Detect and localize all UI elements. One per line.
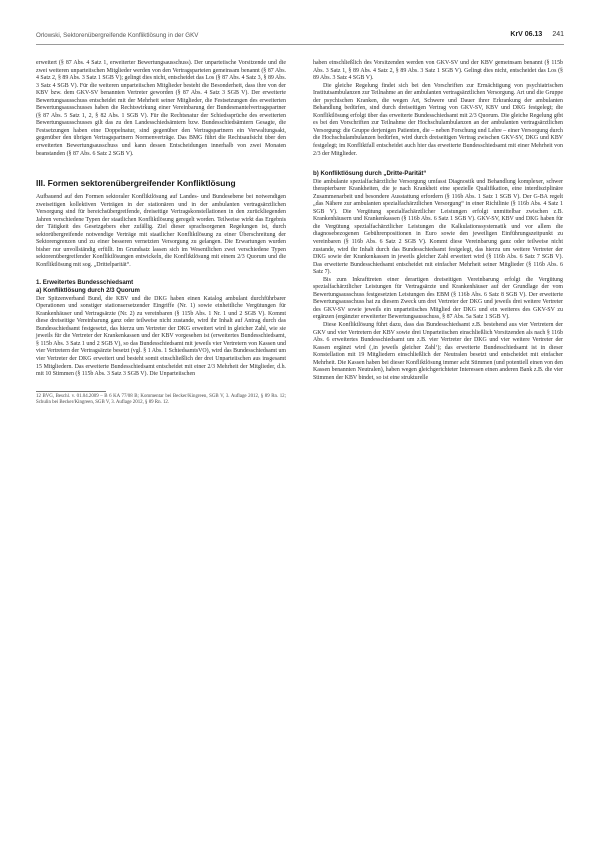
right-column xyxy=(313,60,563,382)
running-header-meta xyxy=(510,31,564,38)
right-paragraph-2: Die gleiche Regelung findet sich bei den Vorschriften zur Ermächtigung von psychiatrischen Institutsambulanzen zur Teilnahme an der ambulanten vertragsärztlichen Versorgung. Art und die Gruppe der psychischen Kranken, die wegen Art, Schwere und Dauer ihrer Erkrankung der ambulanten Behandlung bedürfen, sind durch dreiseitigen Vertrag von GKV-SV, KBV und DKG festgelegt; die Konfliktlösung erfolgt über das erweiterte Bundesschiedsamt mit 2/3 Quorum. Die gleiche Regelung gibt es bei den Vorschriften zur Teilnahme der Hochschulambulanzen an der ambulanten vertragsärztlichen Versorgung: die Gruppe derjenigen Patienten, die – neben Forschung und Lehre – einer Versorgung durch die Hochschulambulanzen bedürfen, wird durch dreiseitigen Vertrag zwischen GKV-SV, DKG und KBV festgelegt; im Konfliktfall entscheidet auch hier das erweiterte Bundesschiedsamt mit einer Mehrheit von 2/3 der Mitglieder. xyxy=(313,82,563,157)
right-paragraph-3: Die ambulante spezialfachärztliche Versorgung umfasst Diagnostik und Behandlung komplexer, schwer therapierbarer Krankheiten, die je nach Krankheit eine spezielle Qualifikation, eine interdisziplinäre Zusammenarbeit und besondere Ausstattung erfordern (§ 116b Abs. 1 Satz 1 SGB V). Der G-BA regelt „das Nähere zur ambulanten spezialfachärztlichen Versorgung“ in einer Richtlinie (§ 116b Abs. 4 Satz 1 SGB V). Die Vergütung spezialfachärztlicher Leistungen erfolgt unmittelbar zwischen z.B. Krankenhäusern und Krankenkassen (§ 116b Abs. 6 Satz 1 SGB V). GKV-SV, KBV und DKG haben für die Vergütung spezialfachärztlicher Leistungen die Kalkulationssystematik und vor allem die diagnosebezogenen Gebührenpositionen in Euro sowie den jeweiligen Einführungszeitpunkt zu vereinbaren (§ 116b Abs. 6 Satz 2 SGB V). Kommt diese Vereinbarung ganz oder teilweise nicht zustande, wird ihr Inhalt durch das Bundesschiedsamt festgelegt, das hierzu um weitere Vertreter der DKG sowie der Krankenkassen in jeweils gleicher Zahl erweitert wird (§ 116b Abs. 6 Satz 7 SGB V). Das erweiterte Bundesschiedsamt entscheidet mit einfacher Mehrheit seiner Mitglieder (§ 116b Abs. 6 Satz 7). xyxy=(313,178,563,276)
right-paragraph-1: haben einschließlich des Vorsitzenden werden von GKV-SV und der KBV gemeinsam benannt (§ 115b Abs. 3 Satz 1, § 89 Abs. 4 Satz 2, § 89 Abs. 3 Satz 1 SGB V). Gelingt dies nicht, entscheidet das Los (§ 89 Abs. 3 Satz 4 SGB V). xyxy=(313,60,563,82)
footnote: 12 BVG, Beschl. v. 01.04.2009 – B 6 KA 77/08 B; Kommentar bei Becker/Kingreen, SGB V, 3. Auflage 2012, § 89 Rn. 12; Schulin bei Becker/Kingreen, SGB V, 3. Auflage 2012, § 89 Rn. 12. xyxy=(36,393,286,405)
subsection-heading-1a: a) Konfliktlösung durch 2/3 Quorum xyxy=(36,287,140,295)
running-header-title: Orlowski, Sektorenübergreifende Konfliktlösung in der GKV xyxy=(36,32,199,39)
right-paragraph-5: Diese Konfliktlösung führt dazu, dass das Bundesschiedsamt z.B. bestehend aus vier Vertretern der GKV und vier Vertretern der KBV sowie drei Unparteiischen einschließlich Vorsitzenden als nach § 116b Abs. 6 erweitertes Bundesschiedsamt um z.B. vier Vertreter der DKG und vier weitere Vertreter der Kassen ergänzt wird (‚in jeweils gleicher Zahl‘); das erweiterte Bundesschiedsamt ist in dieser Konstellation mit 19 Mitgliedern einschließlich der Neutralen besetzt und entscheidet mit einfacher Mehrheit. Die Kassen haben bei dieser Konfliktlösung immer acht Stimmen (und potentiell einen von den Kassen benannten Neutralen), haben wegen gleichgerichteter Interessen einen anderen Bank z.B. die vier Stimmen der KBV bindet, so ist eine strukturelle xyxy=(313,322,563,381)
left-column xyxy=(36,60,286,406)
running-header xyxy=(36,30,564,45)
page-number: 241 xyxy=(552,31,564,38)
journal-issue: KrV 06.13 xyxy=(510,31,543,38)
left-paragraph-1: erweitert (§ 87 Abs. 4 Satz 1, erweiterter Bewertungsausschuss). Der unparteiische Vorsitzende und die zwei weiteren unparteiischen Mitglieder werden von den Vertragsparteien gemeinsam benannt (§ 87 Abs. 4 Satz 2, § 89 Abs. 3 Satz 1 SGB V); gelingt dies nicht, entscheidet das Los (§ 87 Abs. 4 Satz 3, § 89 Abs. 3 Satz 4 SGB V). Für die weiteren unparteiischen Mitglieder besteht die Besonderheit, dass ihre von der KBV bzw. dem GKV-SV benannten Vertreter geworden (§ 87 Abs. 4 Satz 3 SGB V). Der erweiterte Bewertungsausschuss entscheidet mit der Mehrheit seiner Mitglieder, die Festsetzungen des erweiterten Bewertungsausschusses haben die Rechtswirkung einer Vereinbarung der Bundesmantelvertragspartner (§ 87 Abs. 5 Satz 1, 2, § 82 Abs. 1 SGB V). Für die Rechtsnatur der Schiedssprüche des erweiterten Bewertungsausschusses gilt das zu den Landesschiedsämtern bzw. Bundesschiedsämtern Gesagte, die Festsetzungen haben eine Doppelnatur, sind gegenüber den Vertragspartnern ein Verwaltungsakt, gegenüber den übrigen Vertragspartnern Normenverträge. Das BMG führt die Rechtsaufsicht über den erweiterten Bewertungsausschuss und kann dessen Entscheidungen innerhalb von zwei Monaten beanstanden (§ 87 Abs. 6 Satz 2 SGB V). xyxy=(36,60,286,157)
footnote-rule xyxy=(36,391,106,392)
left-paragraph-3: Der Spitzenverband Bund, die KBV und die DKG haben einen Katalog ambulant durchführbarer Operationen und sonstiger stationsersetzender Eingriffe (Nr. 1) sowie einheitliche Vergütungen für Krankenhäuser und Vertragsärzte (Nr. 2) zu vereinbaren (§ 115b Abs. 1 Nr. 1 und 2 SGB V). Kommt diese dreiseitige Vereinbarung ganz oder teilweise nicht zustande, wird ihr Inhalt auf Antrag durch das Bundesschiedsamt festgesetzt, das hierzu um Vertreter der DKG erweitert wird in gleicher Zahl, wie sie jeweils für die Vertreter der Krankenkassen und der KBV vorgesehen ist (erweitertes Bundesschiedsamt, § 115b Abs. 3 Satz 1 und 2 SGB V), so das Bundesschiedsamt mit jeweils vier Vertretern von Kassen und vier Vertretern der Vertragsärzte besetzt (vgl. § 1 Abs. 1 SchiedsamtsVO), wird das Bundesschiedsamt um vier Vertreter der DKG erweitert und besteht somit einschließlich der drei Unparteiischen aus insgesamt 15 Mitgliedern. Das erweiterte Bundesschiedsamt entscheidet mit einer 2/3 Mehrheit der Mitglieder, d.h. mit 10 Stimmen (§ 115b Abs. 3 Satz 3 SGB V). Die Unparteiischen xyxy=(36,295,286,378)
section-heading: III. Formen sektorenübergreifender Konfliktlösung xyxy=(36,178,236,189)
subsection-heading-1: 1. Erweitertes Bundesschiedsamt xyxy=(36,278,134,286)
right-paragraph-4: Bis zum Inkrafttreten einer derartigen dreiseitigen Vereinbarung erfolgt die Vergütung spezialfachärztlicher Leistungen für Vertragsärzte und Krankenhäuser auf der Grundlage der vom Bewertungsausschuss festgesetzten Leistungen des EBM (§ 116b Abs. 6 Satz 8 SGB V). Der erweiterte Bewertungsausschuss hat zu diesem Zweck um drei Vertreter der DKG und jeweils drei weitere Vertreter des GKV-SV sowie jeweils ein unparteiisches Mitglied der DKG und ein weiteres des GKV-SV zu ergänzen (ergänzter erweiterter Bewertungsausschuss, § 87 Abs. 5a Satz 1 SGB V). xyxy=(313,276,563,321)
left-paragraph-2: Aufbauend auf den Formen sektoraler Konfliktlösung auf Landes- und Bundesebene bei notwendigen zweiseitigen kollektiven Verträgen in der stationären und in der ambulanten vertragsärztlichen Versorgung sind für bereichsübergreifende, dreiseitige Vertragskonstellationen in den zurückliegenden Jahren verschiedene Typen der staatlichen Konfliktlösung geregelt worden. Teilweise wirkt das Ergebnis der Tätigkeit des Gesetzgebers eher zufällig. Ziel dieser sprachsorgenen Regelungen ist, durch sektorübergreifende notwendige Verträge mit staatlicher Konfliktlösung zu einer Überschreitung der Sektorengrenzen und zu einer besseren vernetzten Versorgung zu gelangen. Die Erwartungen wurden bisher nur unvollständig erfüllt. Im Grundsatz lassen sich im Wesentlichen zwei verschiedene Typen sektorenübergreifender Konfliktlösungen entwickeln, die Konfliktlösung mit einem 2/3 Quorum und die Konfliktlösung mit sog. „Drittelparität“. xyxy=(36,194,286,269)
subsection-heading-1b: b) Konfliktlösung durch „Dritte-Parität“ xyxy=(313,170,427,178)
